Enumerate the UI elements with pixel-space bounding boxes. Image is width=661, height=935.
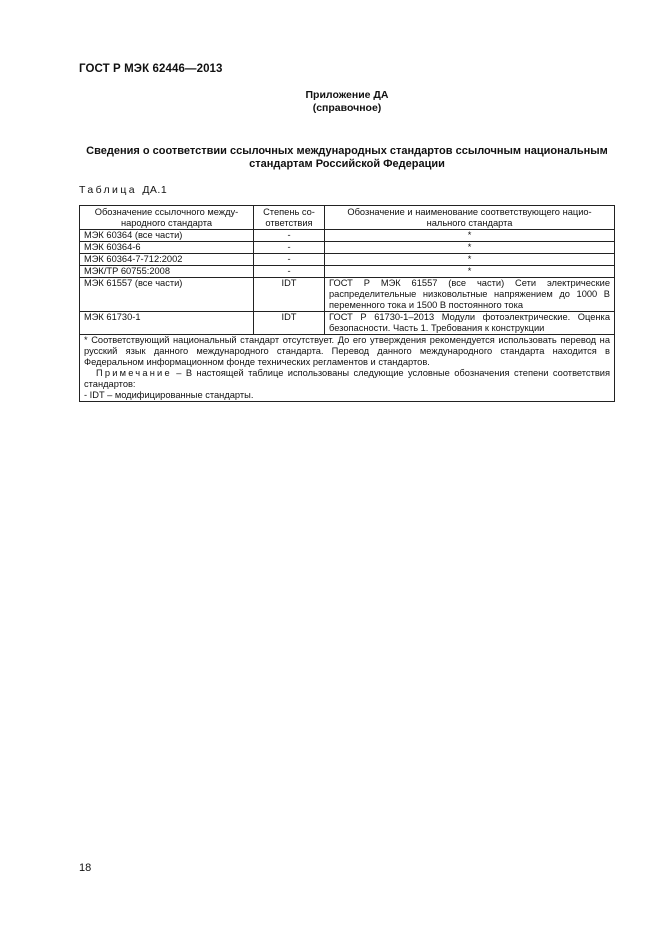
page-number: 18 [79, 862, 92, 874]
annex-title: Приложение ДА [305, 89, 389, 101]
cell-degree: - [254, 254, 325, 266]
table-footnote: * Соответствующий национальный стандарт отсутствует. До его утверждения рекомендуется использовать перевод на русский язык данного международного стандарта. Перевод данного международного стандарта находится в Федеральном информационном фонде технических регламентов и стандартов. [84, 335, 610, 367]
note-text: – В настоящей таблице использованы следующие условные обозначения степени соответствия стандартов: [84, 368, 610, 389]
section-heading-line-2: стандартам Российской Федерации [249, 158, 445, 170]
cell-reference: МЭК 60364-7-712:2002 [80, 254, 254, 266]
table-notes-cell [80, 335, 615, 402]
cell-national: ГОСТ Р МЭК 61557 (все части) Сети электрические распределительные низковольтные напряжением до 1000 В переменного тока и 1500 В постоянного тока [325, 278, 615, 312]
cell-national: ГОСТ Р 61730-1–2013 Модули фотоэлектрические. Оценка безопасности. Часть 1. Требования к конструкции [325, 312, 615, 335]
table-row [80, 266, 615, 278]
section-heading [79, 145, 615, 171]
table-row [80, 312, 615, 335]
column-header-degree: Степень со- ответствия [254, 206, 325, 230]
table-caption [79, 184, 167, 196]
correspondence-table [79, 205, 615, 402]
document-code: ГОСТ Р МЭК 62446—2013 [79, 63, 223, 75]
table-row [80, 242, 615, 254]
table-caption-number: ДА.1 [142, 184, 168, 196]
cell-reference: МЭК/ТР 60755:2008 [80, 266, 254, 278]
cell-national: * [325, 254, 615, 266]
cell-degree: IDT [254, 312, 325, 335]
table-note [84, 368, 610, 390]
cell-degree: - [254, 242, 325, 254]
cell-reference: МЭК 60364-6 [80, 242, 254, 254]
cell-reference: МЭК 60364 (все части) [80, 230, 254, 242]
cell-degree: - [254, 230, 325, 242]
table-caption-word: Таблица [79, 184, 137, 196]
annex-block [79, 89, 615, 115]
note-list-item: - IDT – модифицированные стандарты. [84, 390, 254, 400]
cell-reference: МЭК 61557 (все части) [80, 278, 254, 312]
cell-national: * [325, 230, 615, 242]
annex-subtitle: (справочное) [312, 102, 382, 114]
note-label: Примечание [96, 368, 172, 378]
cell-reference: МЭК 61730-1 [80, 312, 254, 335]
cell-national: * [325, 242, 615, 254]
table-notes-row [80, 335, 615, 402]
table-row [80, 254, 615, 266]
table-row [80, 230, 615, 242]
cell-degree: - [254, 266, 325, 278]
table-header-row [80, 206, 615, 230]
cell-national: * [325, 266, 615, 278]
cell-degree: IDT [254, 278, 325, 312]
section-heading-line-1: Сведения о соответствии ссылочных международных стандартов ссылочным национальным [86, 145, 608, 157]
column-header-reference: Обозначение ссылочного между- народного стандарта [80, 206, 254, 230]
column-header-national: Обозначение и наименование соответствующего нацио- нального стандарта [325, 206, 615, 230]
table-row [80, 278, 615, 312]
